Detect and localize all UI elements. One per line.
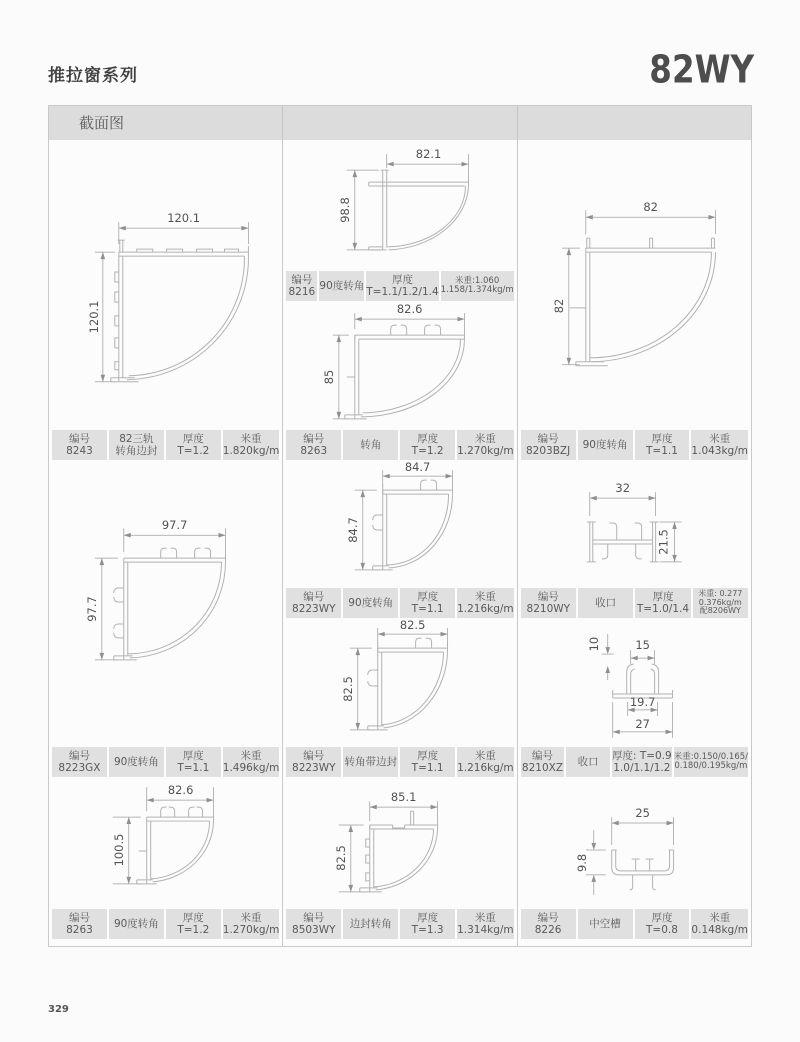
spec-code: 编号 8263: [52, 909, 107, 939]
profile-drawing-8223WY-a: [283, 460, 516, 588]
spec-thickness: 厚度 T=1.2: [166, 430, 221, 460]
dim-27: 27: [635, 716, 650, 731]
dim-height: 97.7: [84, 596, 99, 622]
spec-name: 90度转角: [319, 271, 364, 301]
dim-width: 120.1: [167, 211, 201, 226]
spec-weight: 米重 1.270kg/m: [223, 909, 280, 939]
spec-thickness: 厚度 T=0.8: [635, 909, 690, 939]
column-middle: [282, 140, 516, 946]
spec-thickness: 厚度 T=1.2: [400, 430, 455, 460]
spec-strip-8243: [52, 430, 279, 460]
dim-height: 120.1: [86, 300, 101, 334]
profile-drawing-8226: [518, 777, 751, 909]
profile-drawing-8210XZ: [518, 618, 751, 747]
table-header-cell: [282, 106, 516, 140]
dim-width: 84.7: [405, 460, 431, 475]
spec-strip-8203BZJ: [521, 430, 748, 460]
dim-width: 82.6: [397, 302, 423, 317]
profile-drawing-8223WY-b: [283, 618, 516, 747]
dim-width: 82: [642, 200, 658, 215]
spec-name: 转角带边封: [343, 747, 398, 777]
spec-thickness: 厚度 T=1.1/1.2/1.4: [366, 271, 438, 301]
dim-height: 82.5: [341, 676, 356, 702]
spec-weight: 米重 1.216kg/m: [457, 588, 514, 618]
dim-height: 84.7: [346, 517, 361, 543]
spec-code: 编号 8203BZJ: [521, 430, 576, 460]
spec-name: 收口: [566, 747, 610, 777]
spec-name: 转角: [343, 430, 398, 460]
dim-height: 82.5: [334, 845, 349, 871]
spec-thickness: 厚度 T=1.3: [400, 909, 455, 939]
dim-height: 82: [551, 298, 566, 314]
dim-width: 82.1: [416, 147, 442, 162]
dim-width: 82.5: [400, 618, 426, 633]
spec-code: 编号 8223GX: [52, 747, 107, 777]
dim-width: 25: [635, 806, 650, 821]
column-left: [49, 140, 282, 946]
profile-drawing-8263-b: [49, 777, 282, 909]
table-header-cell: [517, 106, 751, 140]
spec-thickness: 厚度 T=1.2: [166, 909, 221, 939]
section-table: [48, 105, 752, 947]
spec-strip-8503WY: [286, 909, 513, 939]
spec-code: 编号 8263: [286, 430, 341, 460]
column-right: [517, 140, 751, 946]
spec-weight: 米重 1.270kg/m: [457, 430, 514, 460]
table-header-row: [49, 106, 751, 140]
dim-height: 98.8: [338, 197, 353, 223]
spec-weight: 米重:0.150/0.165/ 0.180/0.195kg/m: [674, 747, 748, 777]
dim-width: 97.7: [161, 518, 188, 533]
dim-height: 9.8: [574, 853, 589, 873]
dim-width: 32: [615, 481, 630, 496]
spec-thickness: 厚度 T=1.0/1.4: [635, 588, 690, 618]
table-header-cell: [49, 106, 282, 140]
spec-weight: 米重 1.043kg/m: [691, 430, 748, 460]
profile-drawing-8223GX: [49, 460, 282, 747]
spec-name: 90度转角: [343, 588, 398, 618]
page-header: [48, 40, 754, 90]
spec-thickness: 厚度: T=0.9 1.0/1.1/1.2: [612, 747, 672, 777]
spec-name: 82三轨 转角边封: [109, 430, 164, 460]
spec-code: 编号 8210WY: [521, 588, 576, 618]
spec-strip-8263-a: [286, 430, 513, 460]
spec-weight: 米重 1.820kg/m: [223, 430, 280, 460]
spec-name: 90度转角: [578, 430, 633, 460]
spec-weight: 米重:1.060 1.158/1.374kg/m: [441, 271, 514, 301]
profile-drawing-8203BZJ: [518, 140, 751, 430]
spec-weight: 米重: 0.277 0.376kg/m 配8206WY: [693, 588, 748, 618]
dim-height: 21.5: [656, 529, 671, 555]
spec-code: 编号 8223WY: [286, 588, 341, 618]
spec-weight: 米重 1.216kg/m: [457, 747, 514, 777]
dim-height: 100.5: [111, 833, 126, 867]
spec-weight: 米重 1.314kg/m: [457, 909, 514, 939]
dim-height: 85: [322, 369, 337, 385]
dim-19-7: 19.7: [629, 694, 656, 709]
spec-strip-8223WY-a: [286, 588, 513, 618]
profile-drawing-8210WY: [518, 460, 751, 588]
dim-15: 15: [635, 638, 650, 653]
spec-strip-8210XZ: [521, 747, 748, 777]
spec-code: 编号 8223WY: [286, 747, 341, 777]
model-title: 82WY: [649, 47, 754, 92]
spec-thickness: 厚度 T=1.1: [400, 588, 455, 618]
profile-drawing-8263-a: [283, 301, 516, 430]
profile-drawing-8503WY: [283, 777, 516, 909]
spec-strip-8216: [286, 271, 513, 301]
spec-name: 边封转角: [343, 909, 398, 939]
spec-code: 编号 8503WY: [286, 909, 341, 939]
spec-name: 收口: [578, 588, 633, 618]
dim-width: 85.1: [391, 790, 417, 805]
spec-weight: 米重 1.496kg/m: [223, 747, 280, 777]
spec-thickness: 厚度 T=1.1: [400, 747, 455, 777]
spec-code: 编号 8243: [52, 430, 107, 460]
spec-strip-8223WY-b: [286, 747, 513, 777]
spec-name: 90度转角: [109, 747, 164, 777]
spec-name: 中空槽: [578, 909, 633, 939]
spec-name: 90度转角: [109, 909, 164, 939]
profile-drawing-8243: [49, 140, 282, 430]
dim-width: 82.6: [167, 783, 194, 798]
spec-thickness: 厚度 T=1.1: [635, 430, 690, 460]
spec-code: 编号 8216: [286, 271, 317, 301]
dim-10: 10: [586, 636, 601, 652]
spec-strip-8226: [521, 909, 748, 939]
spec-weight: 米重 0.148kg/m: [691, 909, 748, 939]
spec-strip-8263-b: [52, 909, 279, 939]
page-number: 329: [48, 1004, 69, 1015]
spec-strip-8223GX: [52, 747, 279, 777]
profile-drawing-8216: [283, 140, 516, 271]
spec-code: 编号 8210XZ: [521, 747, 565, 777]
spec-strip-8210WY: [521, 588, 748, 618]
section-label: 截面图: [79, 114, 125, 132]
series-title: 推拉窗系列: [48, 66, 138, 86]
spec-code: 编号 8226: [521, 909, 576, 939]
spec-thickness: 厚度 T=1.1: [166, 747, 221, 777]
